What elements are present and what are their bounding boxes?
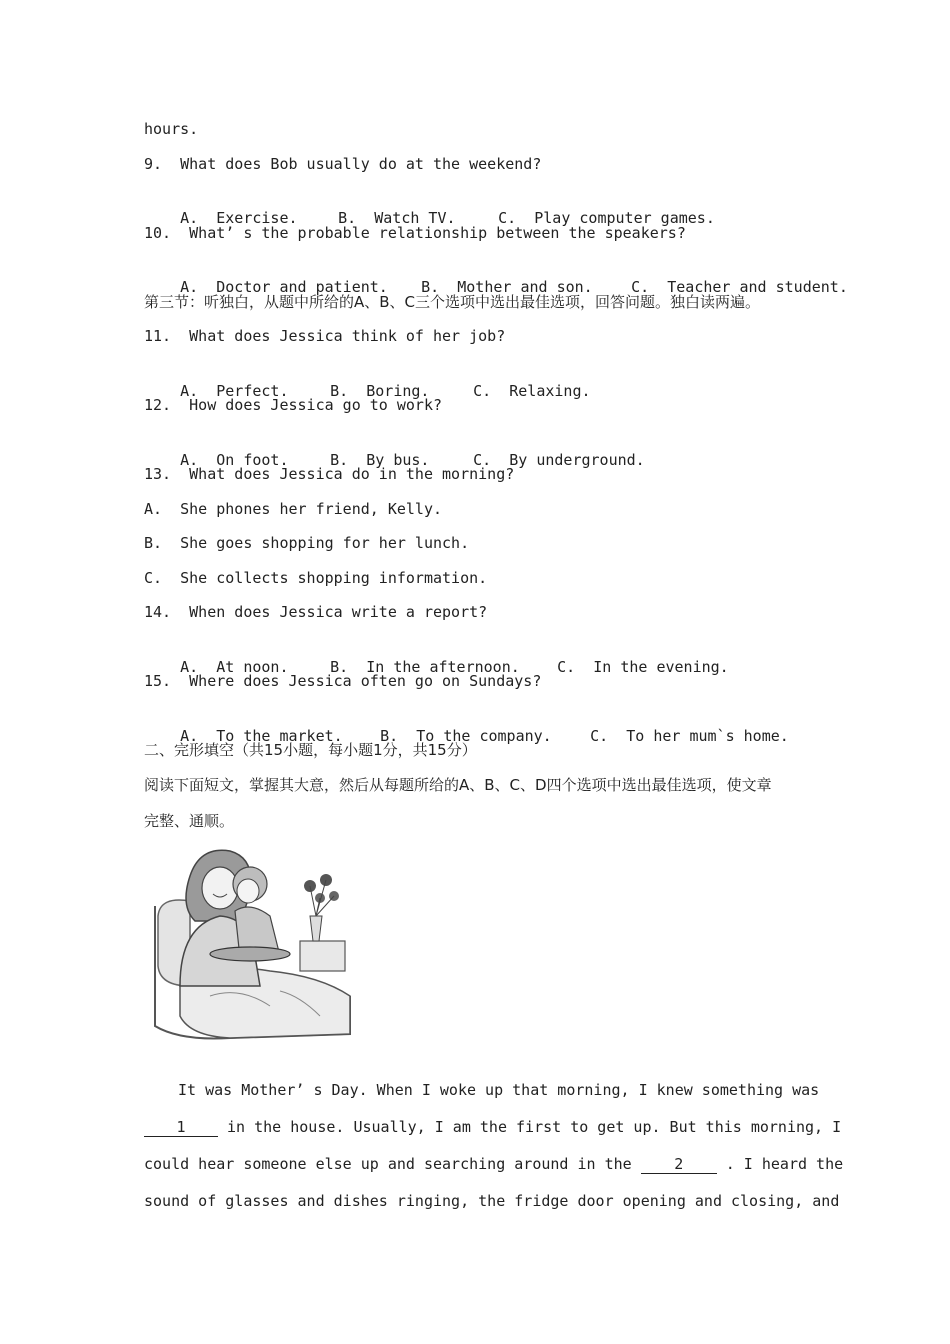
option-b: B. She goes shopping for her lunch.	[144, 534, 470, 552]
option-a: A. At noon.	[180, 658, 289, 676]
passage-line-4: sound of glasses and dishes ringing, the fridge door opening and closing, and	[144, 1192, 840, 1210]
option-a: A. Doctor and patient.	[180, 278, 388, 296]
option-b: B. Boring.	[330, 382, 430, 400]
part-title: 二、完形填空（共15小题，每小题1分，共15分）	[144, 741, 477, 759]
question-10: 10. What’ s the probable relationship between the speakers?	[144, 224, 686, 242]
passage-line-1: It was Mother’ s Day. When I woke up that morning, I knew something was	[178, 1081, 820, 1099]
part-instruction: 阅读下面短文，掌握其大意，然后从每题所给的A、B、C、D四个选项中选出最佳选项，使文章	[144, 776, 772, 794]
part-instruction-cont: 完整、通顺。	[144, 812, 235, 830]
passage-text: could hear someone else up and searching around in the	[144, 1155, 641, 1173]
option-c: C. In the evening.	[557, 658, 729, 676]
question-15: 15. Where does Jessica often go on Sundays?	[144, 672, 542, 690]
option-c: C. By underground.	[473, 451, 645, 469]
option-c: C. Teacher and student.	[631, 278, 848, 296]
option-c: C. Play computer games.	[498, 209, 715, 227]
option-b: B. Watch TV.	[338, 209, 456, 227]
option-b: B. To the company.	[380, 727, 552, 745]
option-a: A. To the market.	[180, 727, 343, 745]
text-fragment: hours.	[144, 120, 199, 138]
passage-text: . I heard the	[716, 1155, 844, 1173]
option-c: C. She collects shopping information.	[144, 569, 488, 587]
question-13: 13. What does Jessica do in the morning?	[144, 465, 515, 483]
mother-child-illustration	[150, 846, 355, 1046]
passage-line-3	[144, 1154, 843, 1174]
question-14: 14. When does Jessica write a report?	[144, 603, 488, 621]
option-c: C. Relaxing.	[473, 382, 591, 400]
option-b: B. By bus.	[330, 451, 430, 469]
option-c: C. To her mum`s home.	[590, 727, 789, 745]
blank-2: 2	[641, 1155, 717, 1174]
option-a: A. She phones her friend, Kelly.	[144, 500, 443, 518]
blank-1: 1	[144, 1118, 218, 1137]
passage-line-2	[144, 1117, 841, 1137]
option-b: B. In the afternoon.	[330, 658, 520, 676]
question-12: 12. How does Jessica go to work?	[144, 396, 443, 414]
option-a: A. Perfect.	[180, 382, 289, 400]
section-instruction: 第三节：听独白，从题中所给的A、B、C三个选项中选出最佳选项，回答问题。独白读两遍。	[144, 293, 761, 311]
option-a: A. On foot.	[180, 451, 289, 469]
passage-text: in the house. Usually, I am the first to get up. But this morning, I	[218, 1118, 842, 1136]
option-b: B. Mother and son.	[421, 278, 593, 296]
option-a: A. Exercise.	[180, 209, 298, 227]
question-11: 11. What does Jessica think of her job?	[144, 327, 506, 345]
question-9: 9. What does Bob usually do at the weekend?	[144, 155, 542, 173]
